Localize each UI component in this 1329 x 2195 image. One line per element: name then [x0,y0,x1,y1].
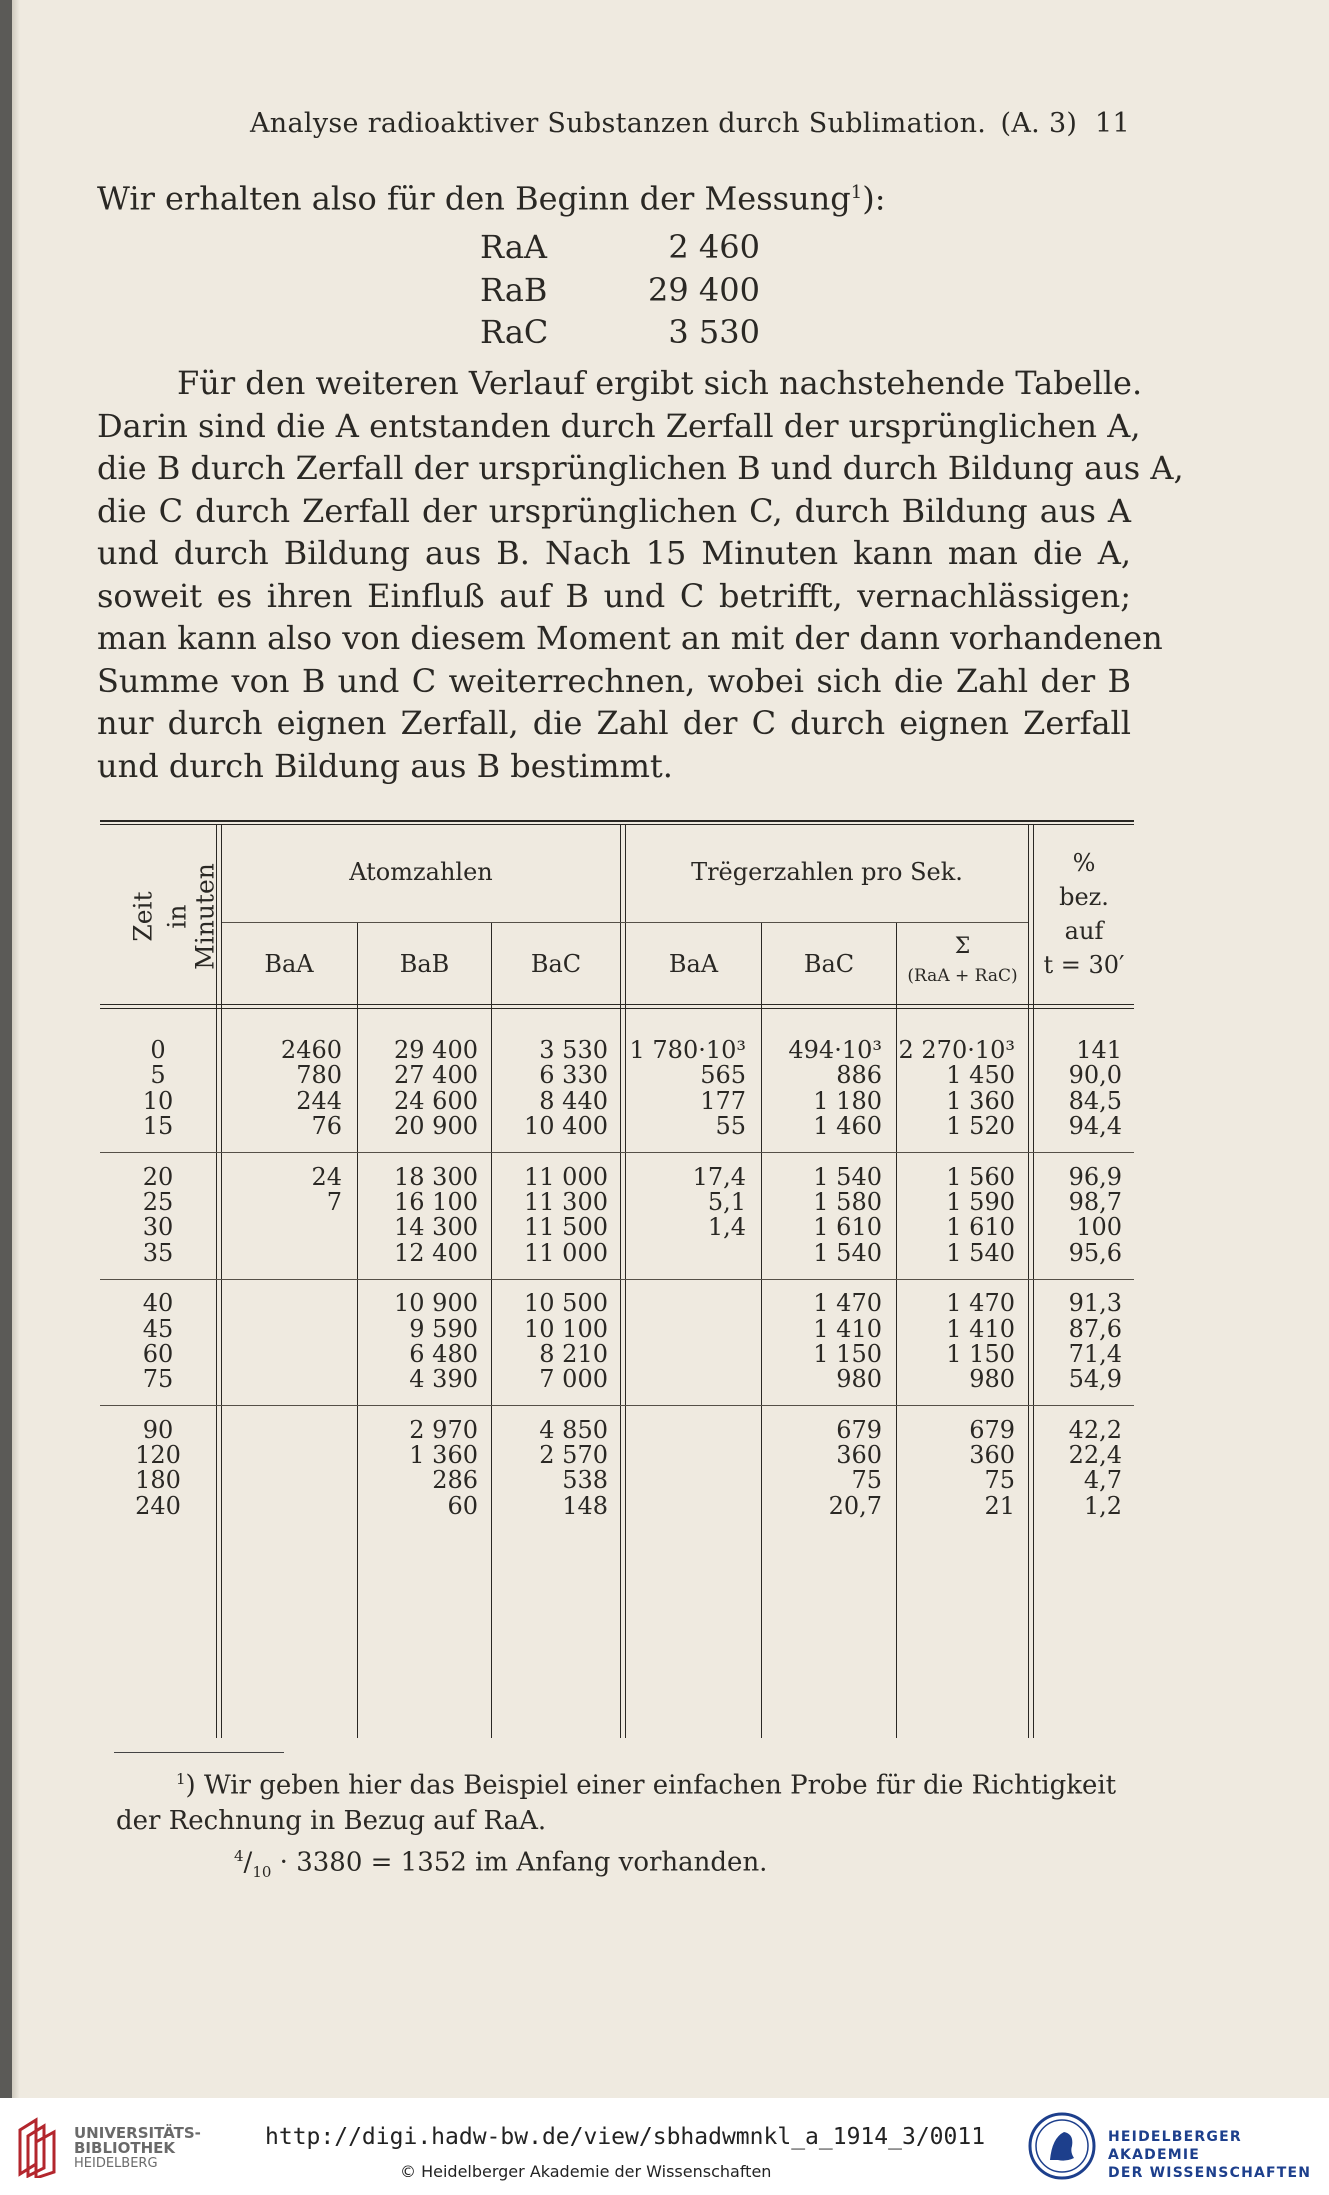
viewer-footer [0,2098,1329,2195]
table-cell: 1 610 [813,1213,882,1242]
table-cell: 1 560 [946,1162,1015,1191]
footnote-ref: 1 [850,182,863,203]
paragraph-line: und durch Bildung aus B bestimmt. [97,746,673,785]
book-page [12,0,1329,2098]
table-top-rule-thin [100,824,1134,825]
table-cell: 60 [447,1491,478,1520]
table-cell: 2 970 [409,1415,478,1444]
table-cell: 11 300 [524,1187,608,1216]
atomzahlen-header: Atomzahlen [349,858,493,886]
table-cell: 91,3 [1068,1289,1122,1318]
table-cell: 1 590 [946,1187,1015,1216]
paragraph-line: man kann also von diesem Moment an mit der dann vorhandenen [97,619,1163,657]
table-cell: 42,2 [1068,1415,1122,1444]
table-cell: 21 [984,1491,1015,1520]
col-header: BaB [399,950,450,978]
table-cell: 1 470 [813,1289,882,1318]
paragraph-line: soweit es ihren Einfluß auf B und C betrifft, vernachlässigen; [97,576,1131,615]
table-cell: 54,9 [1068,1365,1122,1394]
table-cell: 360 [969,1441,1015,1470]
time-cell: 75 [142,1365,174,1394]
time-cell: 30 [142,1213,174,1242]
table-cell: 10 400 [524,1111,608,1140]
table-cell: 14 300 [394,1213,478,1242]
table-cell: 1,2 [1083,1491,1122,1520]
time-cell: 120 [135,1441,181,1470]
table-cell: 1 460 [813,1111,882,1140]
time-cell: 35 [142,1238,174,1267]
footnote-rule [114,1752,284,1753]
table-cell: 6 480 [409,1339,478,1368]
table-cell: 8 210 [539,1339,608,1368]
traegerzahlen-header: Trëgerzahlen pro Sek. [691,858,963,886]
table-cell: 1 540 [813,1238,882,1267]
table-cell: 10 900 [394,1289,478,1318]
table-cell: 16 100 [394,1187,478,1216]
table-cell: 1 360 [409,1441,478,1470]
table-cell: 75 [984,1466,1015,1495]
table-cell: 18 300 [394,1162,478,1191]
table-cell: 7 [326,1187,342,1216]
table-cell: 8 440 [539,1086,608,1115]
table-cell: 244 [296,1086,342,1115]
table-cell: 24 600 [394,1086,478,1115]
table-cell: 96,9 [1068,1162,1122,1191]
table-cell: 1 470 [946,1289,1015,1318]
table-cell: 286 [432,1466,478,1495]
table-cell: 1 150 [946,1339,1015,1368]
table-cell: 1 610 [946,1213,1015,1242]
table-cell: 9 590 [409,1314,478,1343]
table-cell: 141 [1076,1036,1122,1064]
running-head-title: Analyse radioaktiver Substanzen durch Sublimation. [250,108,987,139]
table-cell: 11 000 [524,1162,608,1191]
table-cell: 98,7 [1068,1187,1122,1216]
running-head [250,108,1130,139]
university-library-name: UNIVERSITÄTS- BIBLIOTHEK HEIDELBERG [74,2124,201,2171]
col-header: BaA [668,950,719,978]
intro-line: Wir erhalten also für den Beginn der Messung$^1$): [97,179,886,218]
time-cell: 90 [142,1415,174,1444]
table-cell: 27 400 [394,1061,478,1090]
table-cell: 24 [311,1162,342,1191]
table-cell: 1 150 [813,1339,882,1368]
table-cell: 20 900 [394,1111,478,1140]
time-cell: 40 [142,1289,174,1318]
col-header: BaC [530,950,582,978]
table-cell: 95,6 [1068,1238,1122,1267]
group-separator [100,1405,1134,1406]
academy-name: HEIDELBERGER AKADEMIE DER WISSENSCHAFTEN [1108,2129,1312,2181]
table-cell: 1 780·10³ [629,1036,746,1064]
table-cell: 980 [969,1365,1015,1394]
university-library-logo [14,2116,60,2178]
table-cell: 71,4 [1068,1339,1122,1368]
paragraph-line: und durch Bildung aus B. Nach 15 Minuten kann man die A, [97,534,1131,572]
table-cell: 17,4 [692,1162,746,1191]
time-cell: 20 [142,1162,174,1191]
table-cell: 87,6 [1068,1314,1122,1343]
table-cell: 1 520 [946,1111,1015,1140]
time-cell: 180 [135,1466,181,1495]
academy-logo [1028,2112,1096,2180]
footnote: $^1$) Wir geben hier das Beispiel einer einfachen Probe für die Richtigkeit der Rechnung in Bezug auf RaA. $^4/_{10} \cdot 3380 = 1352$ im Anfang vorhanden. [116,1770,1117,1881]
value-row: RaA 2 460 [480,228,760,266]
table-cell: 886 [836,1061,882,1090]
col-header: BaA [264,950,314,978]
page-number: 11 [1095,108,1130,139]
time-header: Zeit in Minuten [128,863,220,970]
table-cell: 1 410 [813,1314,882,1343]
body-paragraph [97,362,1184,787]
table-cell: 1 410 [946,1314,1015,1343]
paragraph-line: die B durch Zerfall der ursprünglichen B und durch Bildung aus A, [97,449,1184,487]
table-cell: 76 [311,1111,342,1140]
copyright-notice: © Heidelberger Akademie der Wissenschaften [400,2162,772,2181]
header-rule [100,1004,1134,1005]
table-cell: 148 [562,1491,608,1520]
group-separator [100,1152,1134,1153]
table-cell: 4 850 [539,1415,608,1444]
header-rule-thin [100,1008,1134,1009]
table-cell: 2 270·10³ [898,1036,1015,1064]
time-cell: 60 [142,1339,174,1368]
table-cell: 11 500 [524,1213,608,1242]
table-cell: 94,4 [1068,1111,1122,1140]
table-cell: 11 000 [524,1238,608,1267]
table-cell: 1 360 [946,1086,1015,1115]
table-cell: 1 540 [946,1238,1015,1267]
table-cell: 2460 [280,1036,342,1064]
paragraph-line: Darin sind die A entstanden durch Zerfall der ursprünglichen A, [97,406,1141,445]
paragraph-line: die C durch Zerfall der ursprünglichen C, durch Bildung aus A [97,491,1131,530]
table-cell: 2 570 [539,1441,608,1470]
value-row: RaC 3 530 [480,313,760,351]
table-cell: 90,0 [1068,1061,1122,1090]
time-cell: 0 [150,1036,166,1064]
paragraph-line: Für den weiteren Verlauf ergibt sich nachstehende Tabelle. [177,364,1143,402]
table-cell: 565 [700,1061,746,1090]
table-cell: 360 [836,1441,882,1470]
table-cell: 55 [715,1111,746,1140]
percent-header: % bez. auf t = 30′ [1043,849,1125,979]
table-cell: 1 580 [813,1187,882,1216]
sum-header: (RaA + RaC) [907,966,1018,986]
permalink-url[interactable]: http://digi.hadw-bw.de/view/sbhadwmnkl_a_1914_3/0011 [265,2124,986,2150]
table-cell: 980 [836,1365,882,1394]
table-cell: 780 [296,1061,342,1090]
table-cell: 100 [1076,1213,1122,1242]
table-cell: 4 390 [409,1365,478,1394]
table-cell: 1 180 [813,1086,882,1115]
table-cell: 6 330 [539,1061,608,1090]
table-cell: 4,7 [1083,1466,1122,1495]
table-cell: 1 450 [946,1061,1015,1090]
table-cell: 7 000 [539,1365,608,1394]
group-separator [100,1279,1134,1280]
value-row: RaB 29 400 [480,270,760,309]
time-cell: 15 [142,1111,174,1140]
time-cell: 5 [150,1061,166,1090]
table-cell: 177 [700,1086,746,1115]
col-header: BaC [803,950,855,978]
sum-symbol: Σ [954,934,971,959]
table-cell: 12 400 [394,1238,478,1267]
table-cell: 84,5 [1068,1086,1122,1115]
table-cell: 75 [851,1466,882,1495]
table-cell: 1 540 [813,1162,882,1191]
table-cell: 1,4 [707,1213,746,1242]
table-cell: 10 100 [524,1314,608,1343]
paragraph-line: Summe von B und C weiterrechnen, wobei sich die Zahl der B [97,661,1131,700]
table-cell: 29 400 [394,1036,478,1064]
table-cell: 679 [836,1415,882,1444]
paragraph-line: nur durch eignen Zerfall, die Zahl der C durch eignen Zerfall [97,704,1131,742]
table-cell: 20,7 [828,1491,882,1520]
time-cell: 45 [142,1314,174,1343]
table-cell: 494·10³ [788,1036,882,1064]
time-cell: 240 [135,1491,181,1520]
table-cell: 22,4 [1068,1441,1122,1470]
table-cell: 10 500 [524,1289,608,1318]
table-cell: 5,1 [707,1187,746,1216]
table-cell: 3 530 [539,1036,608,1064]
decay-table [100,820,1134,1738]
table-cell: 538 [562,1466,608,1495]
time-cell: 25 [142,1187,174,1216]
time-cell: 10 [142,1086,174,1115]
initial-values [480,226,760,354]
table-cell: 679 [969,1415,1015,1444]
table-top-rule [100,820,1134,822]
running-head-ref: (A. 3) [1000,108,1078,139]
